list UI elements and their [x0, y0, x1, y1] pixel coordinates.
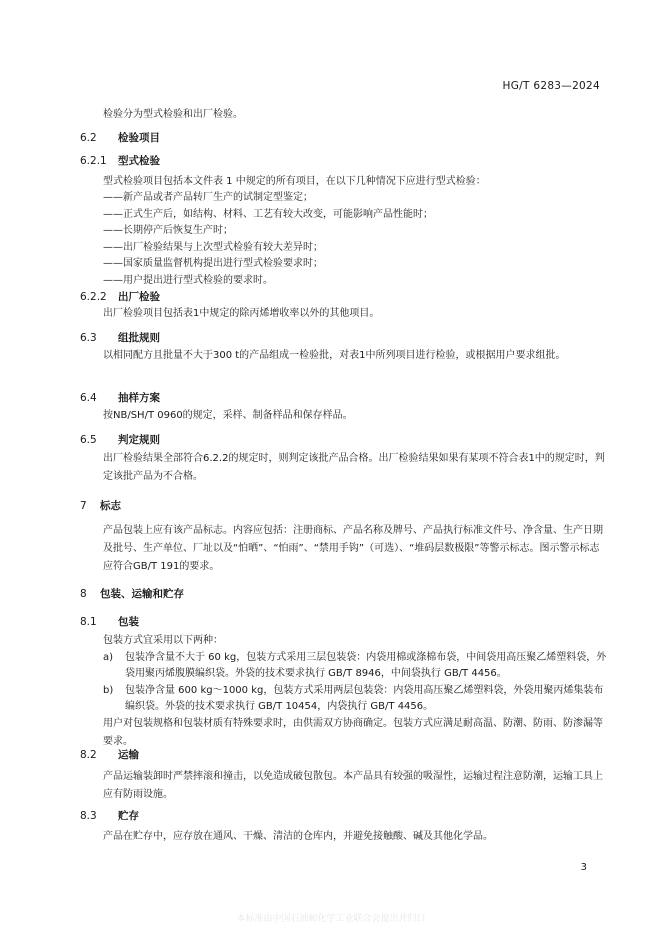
heading-title: 判定规则: [118, 434, 160, 446]
heading-8: [80, 586, 184, 601]
heading-number: 6.4: [80, 392, 97, 404]
heading-title: 包装、运输和贮存: [100, 588, 184, 600]
option-text: 包装净含量 600 kg～1000 kg，包装方式采用两层包装袋：内袋用高压聚乙烯塑料袋，外袋用聚丙烯集装布编织袋。外袋的技术要求执行 GB/T 10454，内袋执行 GB/T 4456。: [125, 685, 604, 712]
batching-text: 以相同配方且批量不大于300 t的产品组成一检验批，对表1中所列项目进行检验，或根据用户要求组批。: [103, 350, 566, 361]
heading-number: 7: [80, 500, 87, 512]
list-item: ——新产品或者产品转厂生产的试制定型鉴定；: [103, 192, 313, 203]
list-item: ——出厂检验结果与上次型式检验有较大差异时；: [103, 241, 323, 253]
type-inspection-list: [103, 190, 608, 289]
heading-6-5: [80, 432, 160, 447]
heading-6-4: [80, 390, 160, 405]
storage-text: 产品在贮存中，应存放在通风、干燥、清洁的仓库内，并避免接触酸、碱及其他化学品。: [103, 831, 493, 842]
heading-number: 8.3: [80, 810, 97, 822]
heading-number: 6.5: [80, 434, 97, 446]
heading-8-3: [80, 808, 139, 823]
heading-title: 出厂检验: [118, 291, 160, 303]
option-label: b): [103, 685, 114, 696]
factory-inspection-text: 出厂检验项目包括表1中规定的除丙烯增收率以外的其他项目。: [103, 308, 380, 319]
option-text: 包装净含量不大于 60 kg，包装方式采用三层包装袋：内袋用棉或涤棉布袋，中间袋用高压聚乙烯塑料袋，外袋用聚丙烯腹膜编织袋。外袋的技术要求执行 GB/T 8946，中间袋执行 GB/T 4456。: [125, 652, 607, 679]
heading-title: 检验项目: [118, 132, 160, 144]
option-label: a): [103, 652, 114, 663]
heading-6-2: [80, 130, 160, 145]
heading-6-2-2: [80, 289, 160, 304]
list-item: ——国家质量监督机构提出进行型式检验要求时；: [103, 258, 323, 269]
heading-title: 运输: [118, 749, 139, 761]
transport-text: 产品运输装卸时严禁摔滚和撞击，以免造成破包散包。本产品具有较强的吸湿性，运输过程注意防潮，运输工具上应有防雨设施。: [103, 771, 603, 800]
heading-title: 贮存: [118, 810, 139, 822]
list-item: ——长期停产后恢复生产时；: [103, 225, 233, 236]
packaging-option-b: [103, 683, 608, 715]
packaging-tail: 用户对包装规格和包装材质有特殊要求时，由供需双方协商确定。包装方式应满足耐高温、防潮、防雨、防渗漏等要求。: [103, 718, 603, 747]
heading-8-2: [80, 747, 139, 762]
packaging-option-a: [103, 650, 608, 682]
list-item: ——用户提出进行型式检验的要求时。: [103, 274, 273, 286]
heading-title: 型式检验: [118, 155, 160, 167]
heading-title: 组批规则: [118, 332, 160, 344]
judgement-text: 出厂检验结果全部符合6.2.2的规定时，则判定该批产品合格。出厂检验结果如果有某项不符合表1中的规定时，判定该批产品为不合格。: [103, 453, 605, 482]
heading-number: 6.3: [80, 332, 97, 344]
sampling-text: 按NB/SH/T 0960的规定，采样、制备样品和保存样品。: [103, 410, 353, 421]
heading-6-2-1: [80, 153, 160, 168]
heading-8-1: [80, 614, 139, 629]
heading-number: 8: [80, 588, 87, 600]
heading-number: 6.2.1: [80, 155, 107, 167]
intro-paragraph: 检验分为型式检验和出厂检验。: [103, 109, 243, 120]
standard-code: HG/T 6283—2024: [502, 80, 600, 92]
heading-6-3: [80, 330, 160, 345]
heading-title: 包装: [118, 616, 139, 628]
packaging-lead: 包装方式宜采用以下两种：: [103, 635, 223, 646]
heading-number: 6.2: [80, 132, 97, 144]
heading-title: 标志: [100, 500, 121, 512]
list-item: ——正式生产后，如结构、材料、工艺有较大改变，可能影响产品性能时；: [103, 208, 433, 220]
heading-number: 6.2.2: [80, 291, 107, 303]
marking-text: 产品包装上应有该产品标志。内容应包括：注册商标、产品名称及牌号、产品执行标准文件号、净含量、生产日期及批号、生产单位、厂址以及“怕晒”、“怕雨”、“禁用手钩”（可选）、“堆码层数极限”等警示标志。图示警示标志应符合GB/T 191的要求。: [103, 525, 603, 572]
heading-number: 8.2: [80, 749, 97, 761]
page-number: 3: [580, 862, 587, 873]
type-inspection-text: 型式检验项目包括本文件表 1 中规定的所有项目，在以下几种情况下应进行型式检验：: [103, 176, 486, 187]
heading-title: 抽样方案: [118, 392, 160, 404]
footer-watermark: 本标准由中国石油和化学工业联合会提出并归口: [236, 914, 426, 924]
heading-number: 8.1: [80, 616, 97, 628]
heading-7: [80, 498, 121, 513]
